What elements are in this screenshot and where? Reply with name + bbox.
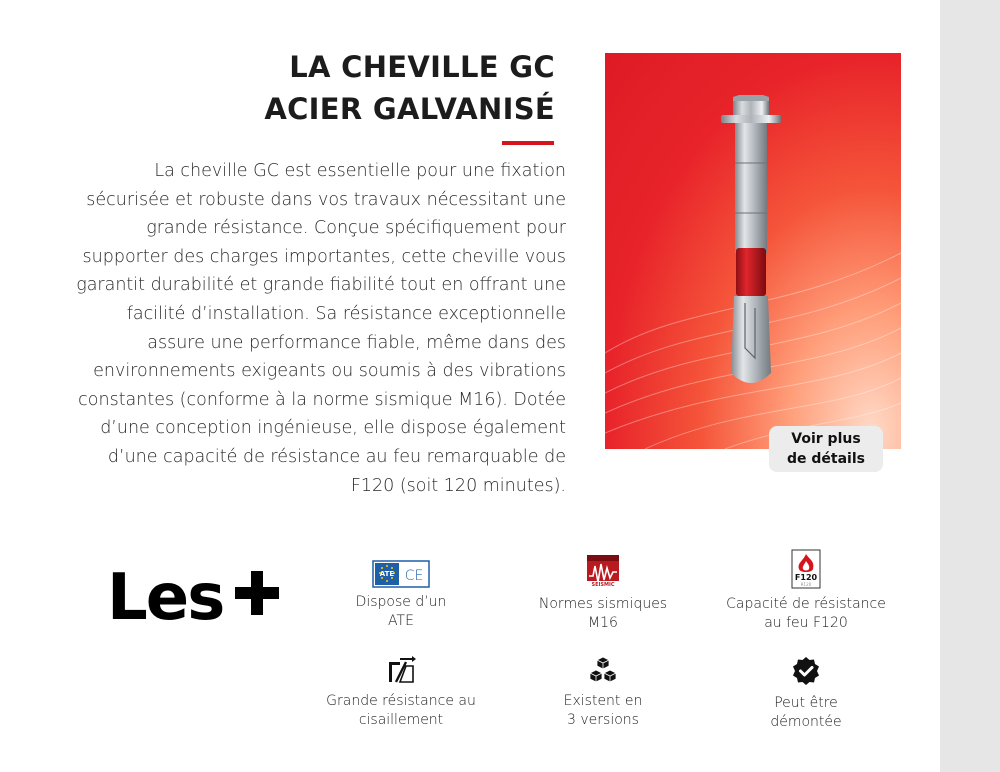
cubes-icon (588, 656, 618, 684)
plus-icon (235, 571, 279, 615)
fire-f120-icon (791, 549, 821, 589)
product-description: La cheville GC est essentielle pour une fixation sécurisée et robuste dans vos travaux nécessitant une grande résistance. Conçue spécifiquement pour supporter des charges importantes, cette cheville vous garantit durabilité et grande fiabilité tout en offrant une facilité d’installation. Sa résistance exceptionnelle assure une performance fiable, même dans des environnements exigeants ou soumis à des vibrations constantes (conforme à la norme sismique M16). Dotée d’une conception ingénieuse, elle dispose également d’une capacité de résistance au feu remarquable de F120 (soit 120 minutes). (76, 161, 566, 496)
feature-removable (711, 656, 901, 732)
badge-check-icon (791, 656, 821, 686)
product-image[interactable] (605, 53, 901, 449)
feature-shear (306, 656, 496, 730)
f120-logo-text: F120 (794, 573, 818, 582)
ce-logo-text: CE (404, 568, 424, 584)
feature-fire-line-2: au feu F120 (764, 615, 848, 631)
feature-seismic-line-2: M16 (588, 615, 618, 631)
feature-removable-line-1: Peut être (774, 695, 838, 711)
seismic-icon (586, 554, 620, 588)
feature-removable-label (711, 694, 901, 732)
anchor-bolt-illustration (605, 53, 901, 449)
advantages-heading-text: Les (107, 561, 224, 635)
details-button-line-2: de détails (787, 451, 865, 467)
r120-logo-text: R120 (800, 582, 812, 587)
feature-seismic-line-1: Normes sismiques (538, 596, 668, 612)
feature-versions-line-1: Existent en (563, 693, 643, 709)
ate-ce-logo (372, 560, 430, 588)
feature-shear-label (306, 692, 496, 730)
feature-seismic-label (508, 595, 698, 633)
feature-ate-label (306, 593, 496, 631)
feature-versions (508, 656, 698, 730)
feature-removable-line-2: démontée (770, 714, 842, 730)
advantages-heading (107, 563, 279, 633)
title-line-1: LA CHEVILLE GC (289, 50, 555, 84)
page-title (264, 46, 555, 130)
title-line-2: ACIER GALVANISÉ (264, 92, 555, 126)
feature-versions-line-2: 3 versions (567, 712, 639, 728)
feature-fire (711, 549, 901, 633)
details-button-line-1: Voir plus (791, 431, 861, 447)
shear-resistance-icon (386, 656, 416, 684)
feature-seismic (508, 554, 698, 633)
feature-ate (306, 560, 496, 631)
ate-logo-text: ATE (379, 570, 395, 578)
feature-fire-line-1: Capacité de résistance (726, 596, 886, 612)
feature-ate-line-2: ATE (388, 613, 414, 629)
right-sidebar (940, 0, 1000, 772)
feature-ate-line-1: Dispose d’un (355, 594, 447, 610)
feature-shear-line-1: Grande résistance au (326, 693, 476, 709)
see-more-details-button[interactable] (769, 426, 883, 472)
title-underline (502, 141, 554, 145)
seismic-logo-text: SEISMIC (591, 582, 615, 588)
feature-shear-line-2: cisaillement (358, 712, 444, 728)
feature-fire-label (711, 595, 901, 633)
feature-versions-label (508, 692, 698, 730)
